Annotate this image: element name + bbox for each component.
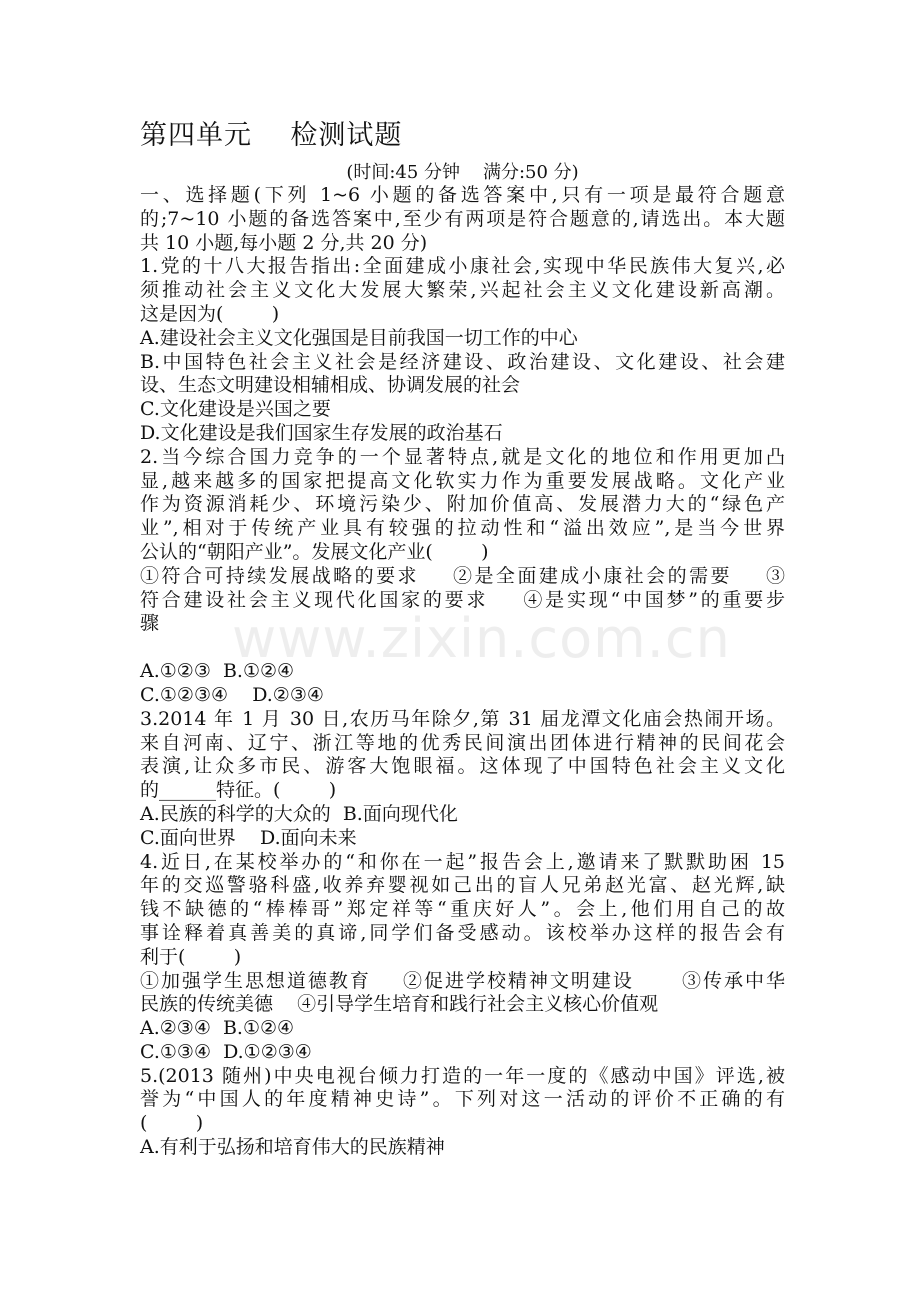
- text-line: 这是因为( ): [140, 302, 280, 325]
- text-line: 的______特征。( ): [140, 779, 337, 802]
- text-line: 2.当今综合国力竞争的一个显著特点,就是文化的地位和作用更加凸: [140, 445, 785, 468]
- text-line: 钱不缺德的“棒棒哥”郑定祥等“重庆好人”。会上,他们用自己的故: [140, 898, 785, 921]
- document-page: [140, 118, 785, 1160]
- text-line: 共 10 小题,每小题 2 分,共 20 分): [140, 231, 428, 254]
- document-title: 第四单元 检测试题: [140, 120, 403, 151]
- text-line: C.面向世界 D.面向未来: [140, 826, 357, 849]
- text-line: 作为资源消耗少、环境污染少、附加价值高、发展潜力大的“绿色产: [140, 493, 785, 516]
- text-line: 利于( ): [140, 945, 242, 968]
- text-line: A.有利于弘扬和培育伟大的民族精神: [140, 1136, 445, 1159]
- text-line: D.文化建设是我们国家生存发展的政治基石: [140, 421, 503, 444]
- text-line: C.①③④ D.①②③④: [140, 1040, 312, 1063]
- text-line: 来自河南、辽宁、浙江等地的优秀民间演出团体进行精神的民间花会: [140, 731, 785, 754]
- text-line: 的;7~10 小题的备选答案中,至少有两项是符合题意的,请选出。本大题: [140, 207, 785, 230]
- text-line: 民族的传统美德 ④引导学生培育和践行社会主义核心价值观: [140, 993, 659, 1016]
- document-body: [140, 184, 785, 1160]
- text-line: 表演,让众多市民、游客大饱眼福。这体现了中国特色社会主义文化: [140, 755, 785, 778]
- text-line: 骤: [140, 612, 160, 635]
- text-line: C.①②③④ D.②③④: [140, 683, 324, 706]
- watermark: www.zixin.com.cn: [232, 607, 731, 670]
- text-line: 须推动社会主义文化大发展大繁荣,兴起社会主义文化建设新高潮。: [140, 279, 785, 302]
- text-line: 公认的“朝阳产业”。发展文化产业( ): [140, 540, 489, 563]
- document-subtitle: (时间:45 分钟 满分:50 分): [346, 162, 579, 183]
- text-line: 誉为“中国人的年度精神史诗”。下列对这一活动的评价不正确的有: [140, 1088, 785, 1111]
- text-line: 一、选择题(下列 1~6 小题的备选答案中,只有一项是最符合题意: [140, 184, 785, 206]
- text-line: 设、生态文明建设相辅相成、协调发展的社会: [140, 374, 521, 397]
- text-line: 事诠释着真善美的真谛,同学们备受感动。该校举办这样的报告会有: [140, 921, 785, 944]
- text-line: 年的交巡警骆科盛,收养弃婴视如己出的盲人兄弟赵光富、赵光辉,缺: [140, 874, 785, 897]
- text-line: 4.近日,在某校举办的“和你在一起”报告会上,邀请来了默默助困 15: [140, 850, 785, 873]
- text-line: 1.党的十八大报告指出:全面建成小康社会,实现中华民族伟大复兴,必: [140, 255, 785, 278]
- text-line: A.民族的科学的大众的 B.面向现代化: [140, 802, 458, 825]
- text-line: A.建设社会主义文化强国是目前我国一切工作的中心: [140, 326, 578, 349]
- text-line: ( ): [140, 1112, 204, 1135]
- text-line: 符合建设社会主义现代化国家的要求 ④是实现“中国梦”的重要步: [140, 588, 785, 611]
- text-line: B.中国特色社会主义社会是经济建设、政治建设、文化建设、社会建: [140, 350, 785, 373]
- blank-line: [140, 636, 785, 660]
- text-line: ①符合可持续发展战略的要求 ②是全面建成小康社会的需要 ③: [140, 564, 785, 587]
- text-line: C.文化建设是兴国之要: [140, 398, 331, 421]
- text-line: 5.(2013 随州)中央电视台倾力打造的一年一度的《感动中国》评选,被: [140, 1064, 785, 1087]
- text-line: 业”,相对于传统产业具有较强的拉动性和“溢出效应”,是当今世界: [140, 517, 785, 540]
- text-line: A.①②③ B.①②④: [140, 660, 295, 683]
- text-line: A.②③④ B.①②④: [140, 1017, 295, 1040]
- text-line: 显,越来越多的国家把提高文化软实力作为重要发展战略。文化产业: [140, 469, 785, 492]
- text-line: 3.2014 年 1 月 30 日,农历马年除夕,第 31 届龙潭文化庙会热闹开场。: [140, 707, 785, 730]
- text-line: ①加强学生思想道德教育 ②促进学校精神文明建设 ③传承中华: [140, 969, 785, 992]
